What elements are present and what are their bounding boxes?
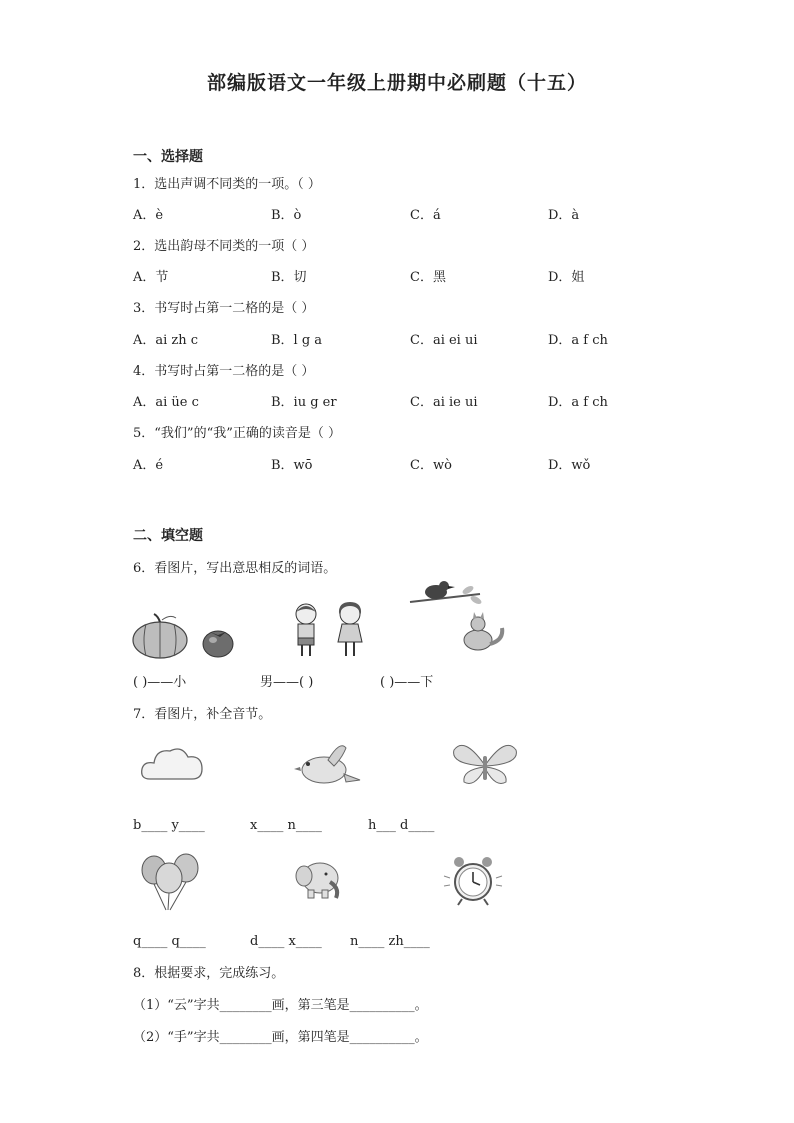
branch-crow-image bbox=[410, 581, 483, 606]
q3-option-a[interactable]: A．ai zh c bbox=[133, 333, 199, 348]
pumpkin-tomato-illustration bbox=[130, 612, 240, 662]
q5-option-b[interactable]: B．wō bbox=[271, 458, 313, 473]
cloud-image bbox=[140, 743, 206, 785]
q2-option-d[interactable]: D．姐 bbox=[548, 270, 585, 285]
q3-option-b[interactable]: B．l g a bbox=[271, 333, 323, 348]
q2-option-a[interactable]: A．节 bbox=[133, 270, 169, 285]
section-heading-fill: 二、填空题 bbox=[133, 528, 203, 544]
crow-fox-illustration bbox=[410, 580, 510, 660]
question-5-stem: 5．“我们”的“我”正确的读音是（ ） bbox=[133, 426, 341, 441]
pumpkin-image bbox=[133, 614, 187, 658]
q6-answer-big[interactable]: ( )——小 bbox=[133, 675, 187, 690]
q4-option-b[interactable]: B．iu g er bbox=[271, 395, 337, 410]
alarm-clock-image bbox=[440, 852, 506, 908]
balloons-image bbox=[138, 850, 204, 912]
question-6-stem: 6．看图片，写出意思相反的词语。 bbox=[133, 561, 337, 576]
girl-image bbox=[338, 602, 362, 656]
q1-option-b[interactable]: B．ò bbox=[271, 208, 302, 223]
question-8-stem: 8．根据要求，完成练习。 bbox=[133, 966, 285, 981]
bird-image bbox=[294, 740, 364, 790]
q7-cloud-answer[interactable]: b____ y____ bbox=[133, 818, 205, 833]
q1-option-a[interactable]: A．è bbox=[133, 208, 164, 223]
question-1-stem: 1．选出声调不同类的一项。（ ） bbox=[133, 177, 321, 192]
q3-option-d[interactable]: D．a f ch bbox=[548, 333, 608, 348]
q5-option-c[interactable]: C．wò bbox=[410, 458, 452, 473]
q6-answer-female[interactable]: 男——( ) bbox=[260, 675, 314, 690]
q5-option-d[interactable]: D．wǒ bbox=[548, 458, 591, 473]
question-2-stem: 2．选出韵母不同类的一项（ ） bbox=[133, 239, 315, 254]
boy-image bbox=[296, 604, 316, 656]
q8-item-1[interactable]: （1）“云”字共________画，第三笔是__________。 bbox=[133, 998, 428, 1013]
q6-answer-up[interactable]: ( )——下 bbox=[380, 675, 434, 690]
tomato-image bbox=[203, 631, 233, 657]
butterfly-image bbox=[450, 740, 520, 790]
section-heading-choice: 一、选择题 bbox=[133, 149, 203, 165]
q7-bird-answer[interactable]: x____ n____ bbox=[250, 818, 322, 833]
q2-option-c[interactable]: C．黑 bbox=[410, 270, 446, 285]
question-7-stem: 7．看图片，补全音节。 bbox=[133, 707, 272, 722]
question-4-stem: 4．书写时占第一二格的是（ ） bbox=[133, 364, 315, 379]
boy-girl-illustration bbox=[288, 600, 378, 660]
q7-clock-answer[interactable]: n____ zh____ bbox=[350, 934, 430, 949]
page-title: 部编版语文一年级上册期中必刷题（十五） bbox=[206, 72, 587, 94]
q4-option-a[interactable]: A．ai üe c bbox=[133, 395, 199, 410]
q3-option-c[interactable]: C．ai ei ui bbox=[410, 333, 478, 348]
q4-option-d[interactable]: D．a f ch bbox=[548, 395, 608, 410]
q7-butterfly-answer[interactable]: h___ d____ bbox=[368, 818, 435, 833]
elephant-image bbox=[294, 852, 354, 902]
q7-elephant-answer[interactable]: d____ x____ bbox=[250, 934, 322, 949]
q4-option-c[interactable]: C．ai ie ui bbox=[410, 395, 478, 410]
q1-option-c[interactable]: C．á bbox=[410, 208, 441, 223]
question-3-stem: 3．书写时占第一二格的是（ ） bbox=[133, 301, 315, 316]
q1-option-d[interactable]: D．à bbox=[548, 208, 580, 223]
q8-item-2[interactable]: （2）“手”字共________画，第四笔是__________。 bbox=[133, 1030, 428, 1045]
q5-option-a[interactable]: A．é bbox=[133, 458, 164, 473]
fox-image bbox=[464, 612, 502, 650]
q7-balloon-answer[interactable]: q____ q____ bbox=[133, 934, 206, 949]
q2-option-b[interactable]: B．切 bbox=[271, 270, 307, 285]
